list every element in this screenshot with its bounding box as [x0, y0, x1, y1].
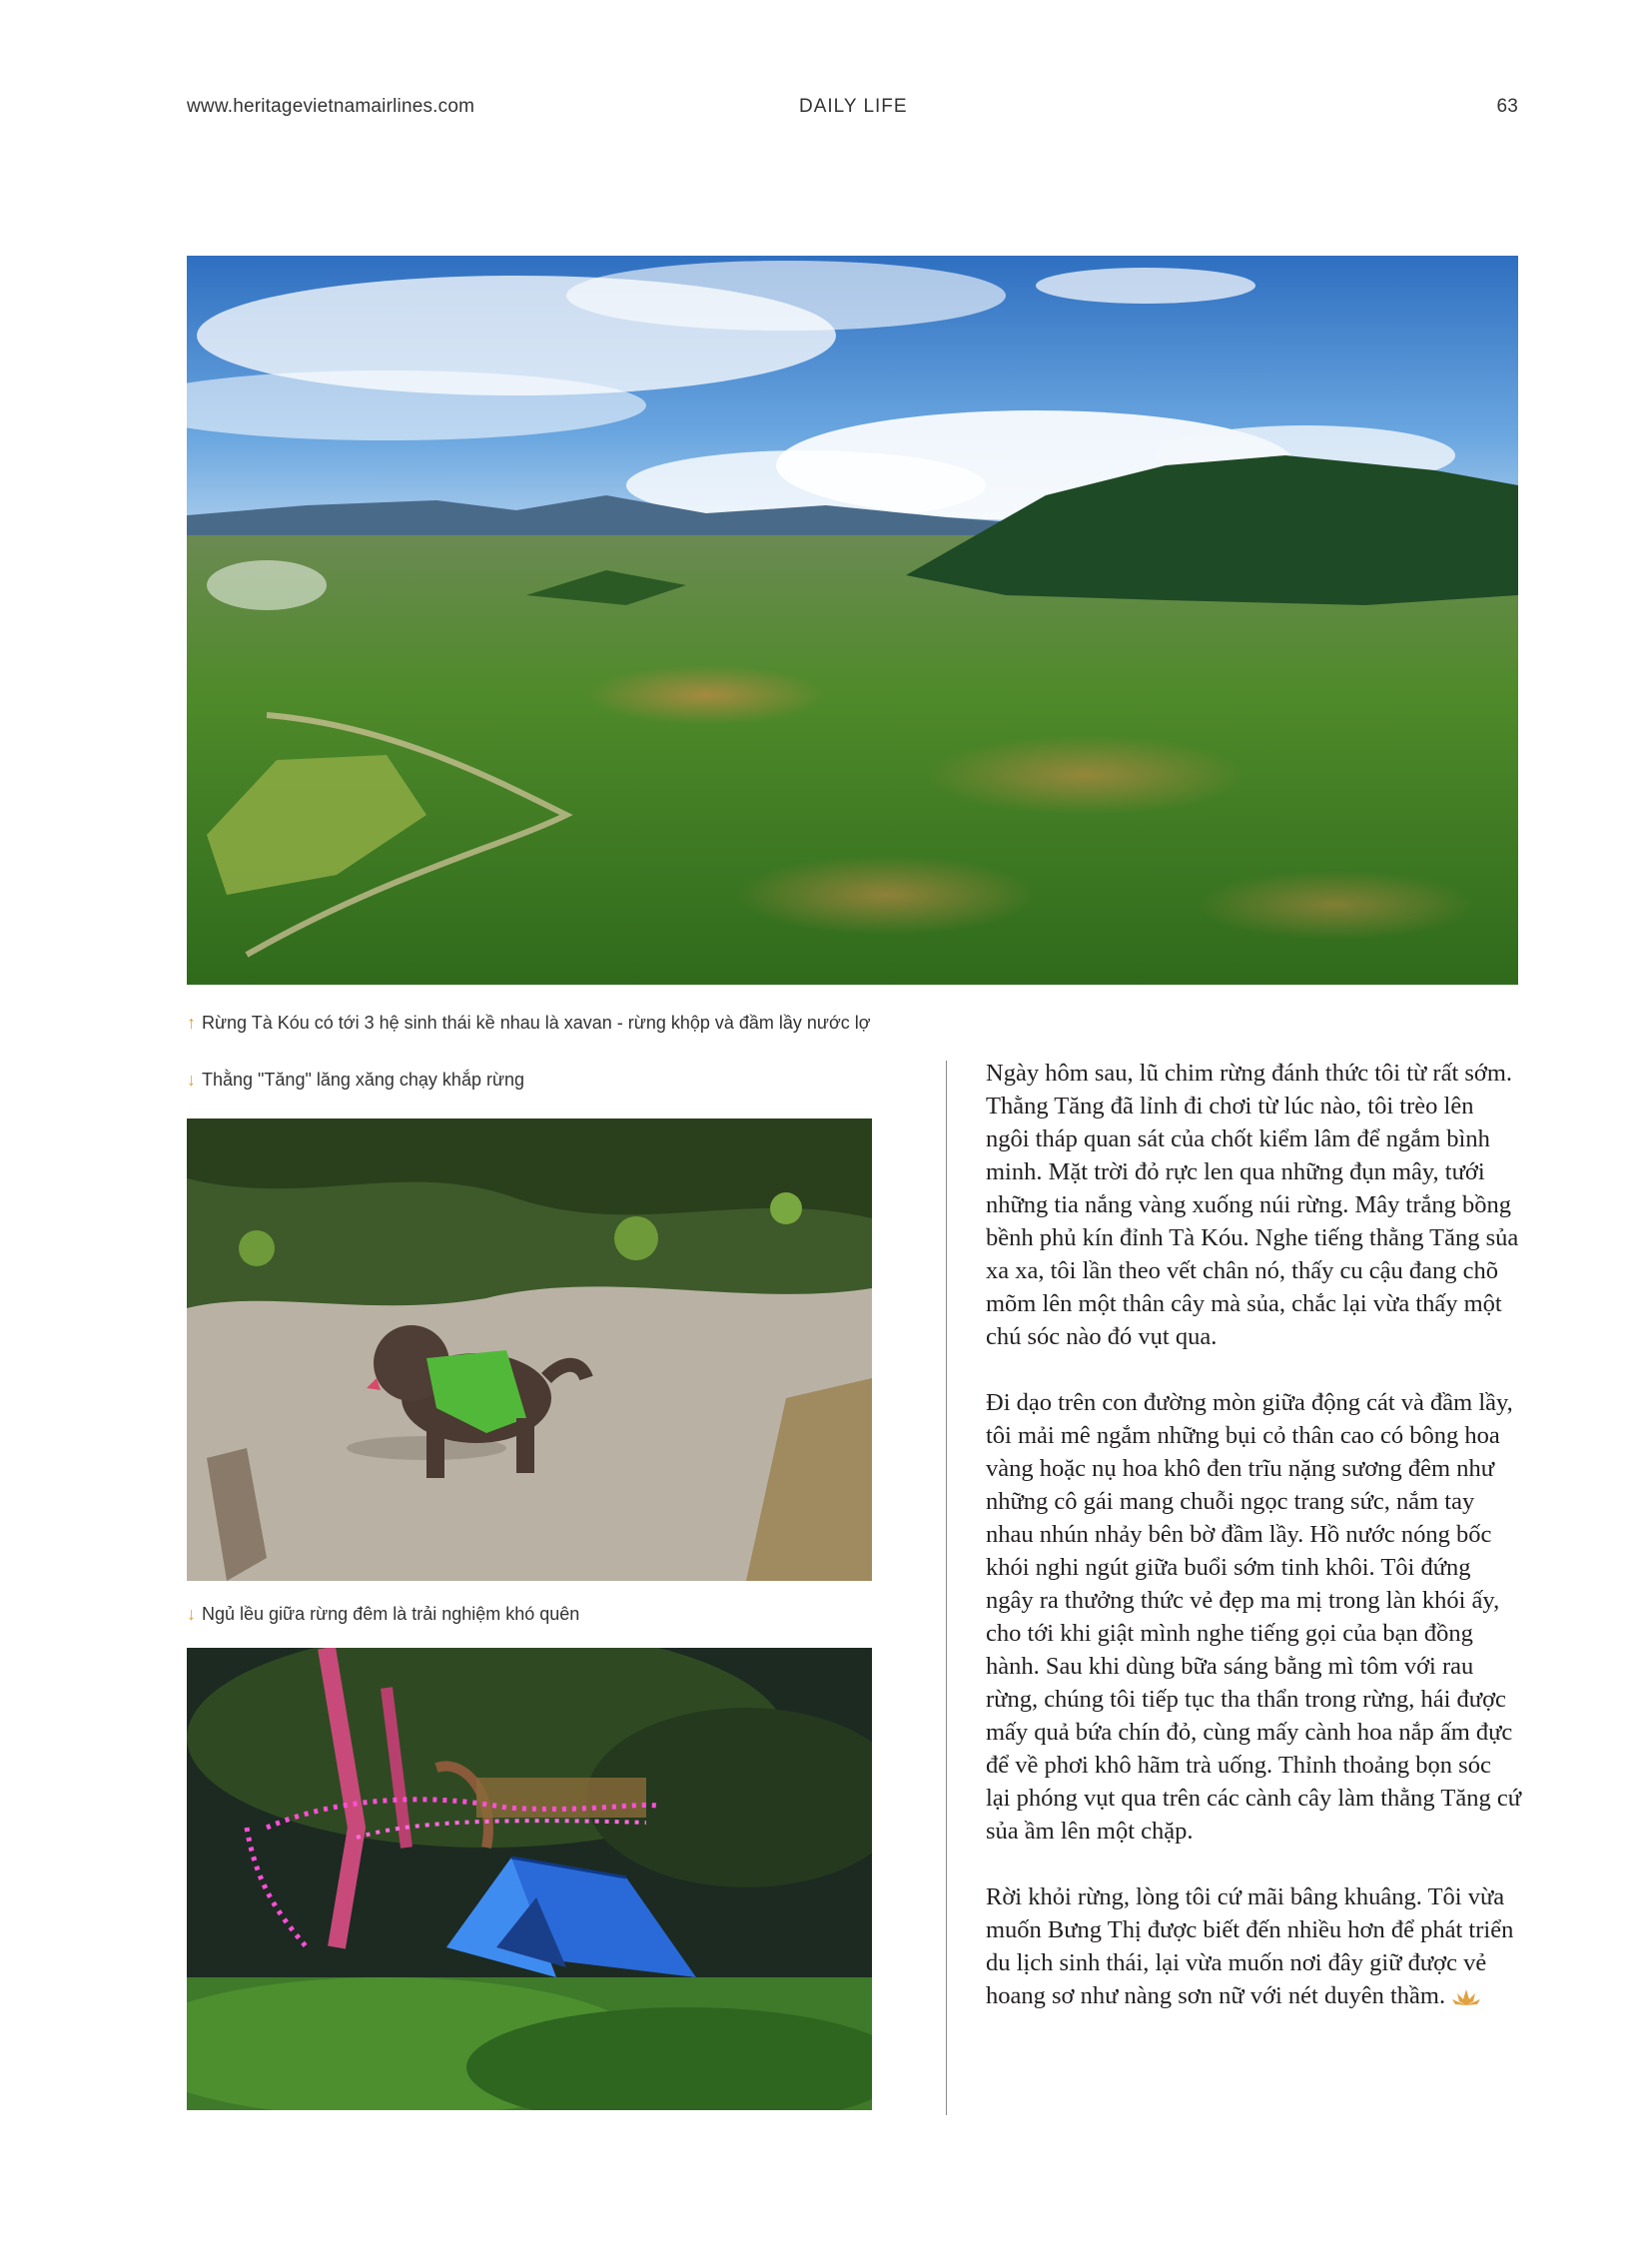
article-paragraph-text: Rời khỏi rừng, lòng tôi cứ mãi bâng khuâng. Tôi vừa muốn Bưng Thị được biết đến nhiều hơn để phát triển du lịch sinh thái, lại vừa muốn nơi đây giữ được vẻ hoang sơ như nàng sơn nữ với nét duyên thầm. — [986, 1883, 1514, 2009]
article-body — [986, 1057, 1521, 2016]
dog-caption-text: Thằng "Tăng" lăng xăng chạy khắp rừng — [202, 1070, 525, 1090]
lotus-end-mark-icon — [1451, 1983, 1481, 2016]
column-divider — [946, 1061, 947, 2115]
dog-photo — [187, 1119, 872, 1581]
tent-photo — [187, 1648, 872, 2110]
dog-photo-caption — [187, 1070, 524, 1091]
article-paragraph: Ngày hôm sau, lũ chim rừng đánh thức tôi từ rất sớm. Thằng Tăng đã lỉnh đi chơi từ lúc nào, tôi trèo lên ngôi tháp quan sát của chốt kiểm lâm để ngắm bình minh. Mặt trời đỏ rực len qua những đụn mây, tưới những tia nắng vàng xuống núi rừng. Mây trắng bồng bềnh phủ kín đỉnh Tà Kóu. Nghe tiếng thằng Tăng sủa xa xa, tôi lần theo vết chân nó, thấy cu cậu đang chõ mõm lên một thân cây mà sủa, chắc lại vừa thấy một chú sóc nào đó vụt qua. — [986, 1060, 1519, 1350]
site-url: www.heritagevietnamairlines.com — [187, 96, 475, 117]
arrow-down-icon: ↓ — [187, 1604, 196, 1624]
hero-landscape-photo — [187, 256, 1518, 985]
page-number: 63 — [1496, 96, 1518, 117]
hero-photo-caption — [187, 1013, 871, 1034]
hero-caption-text: Rừng Tà Kóu có tới 3 hệ sinh thái kề nhau là xavan - rừng khộp và đầm lầy nước lợ — [202, 1013, 871, 1033]
tent-photo-caption — [187, 1604, 579, 1625]
arrow-up-icon: ↑ — [187, 1013, 196, 1033]
tent-caption-text: Ngủ lều giữa rừng đêm là trải nghiệm khó quên — [202, 1604, 580, 1624]
article-paragraph-last — [986, 1880, 1521, 2016]
article-paragraph: Đi dạo trên con đường mòn giữa động cát và đầm lầy, tôi mải mê ngắm những bụi cỏ thân cao có bông hoa vàng hoặc nụ hoa khô đen trĩu nặng sương đêm như những cô gái mang chuỗi ngọc trang sức, nắm tay nhau nhún nhảy bên bờ đầm lầy. Hồ nước nóng bốc khói nghi ngút giữa buổi sớm tinh khôi. Tôi đứng ngây ra thưởng thức vẻ đẹp ma mị trong làn khói ấy, cho tới khi giật mình nghe tiếng gọi của bạn đồng hành. Sau khi dùng bữa sáng bằng mì tôm với rau rừng, chúng tôi tiếp tục tha thẩn trong rừng, hái được mấy quả bứa chín đỏ, cùng mấy cành hoa nắp ấm đực để về phơi khô hãm trà uống. Thỉnh thoảng bọn sóc lại phóng vụt qua trên các cành cây làm thằng Tăng cứ sủa ầm lên một chặp. — [986, 1389, 1521, 1845]
arrow-down-icon: ↓ — [187, 1070, 196, 1090]
section-title: DAILY LIFE — [799, 96, 908, 117]
